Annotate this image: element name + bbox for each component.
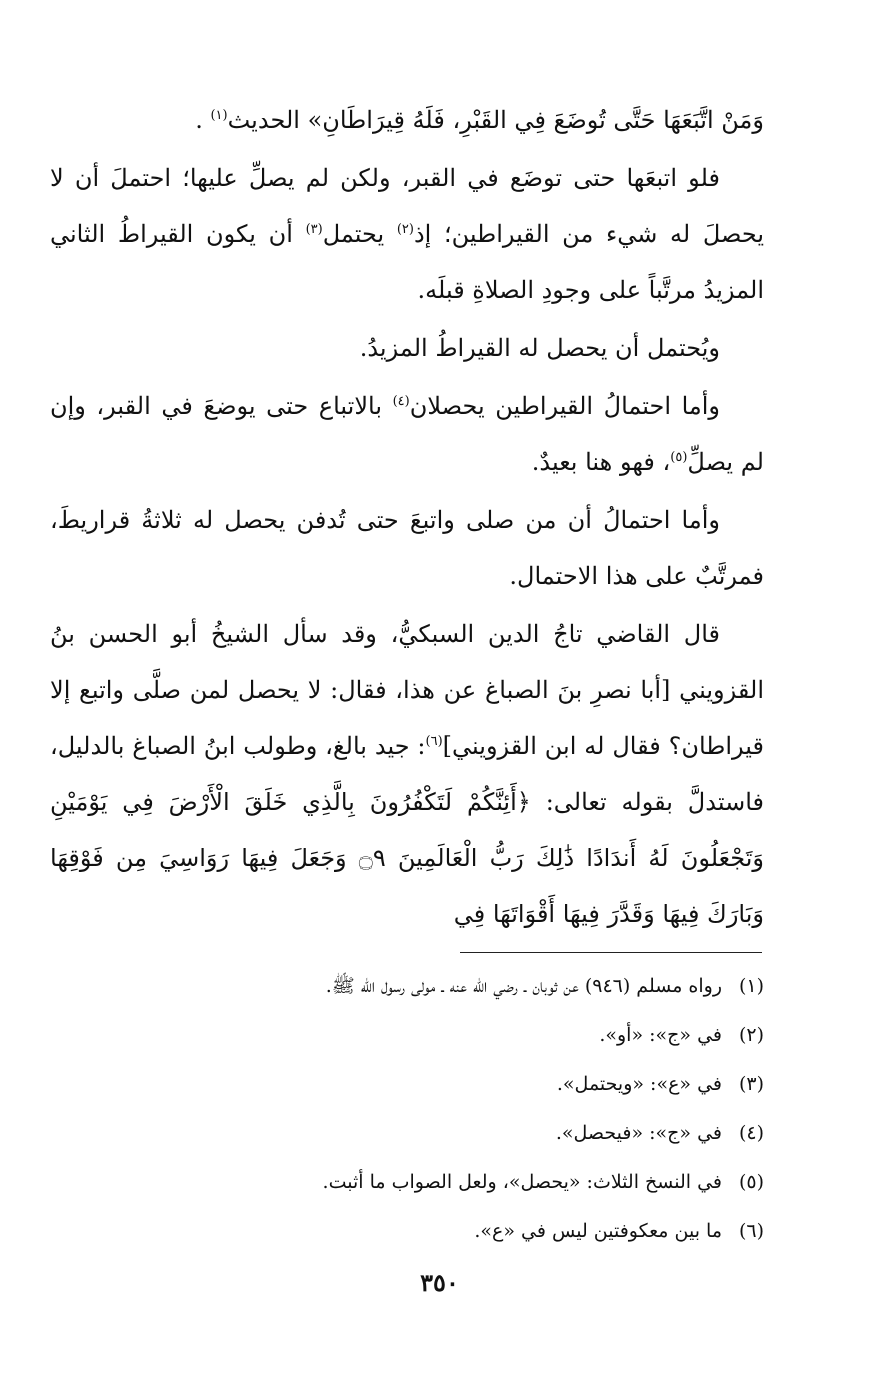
paragraph-4-part-3: ، فهو هنا بعيدٌ.: [531, 448, 671, 476]
footnote-text: في «ع»: «ويحتمل».: [556, 1073, 722, 1095]
paragraph-6-part-1: قال القاضي تاجُ الدين السبكيُّ، وقد سأل الشيخُ أبو الحسن بنُ القزويني [أبا نصرِ بنَ الصباغ عن هذا، فقال: لا يحصل لمن صلَّى واتبع إلا قيراطان؟ فقال له ابن القزويني]: [50, 620, 765, 760]
paragraph-2: [50, 150, 764, 318]
footnote-number: (٦): [738, 1220, 764, 1242]
footnotes-section: [60, 962, 764, 1256]
page-number: ٣٥٠: [420, 1268, 459, 1297]
footnote-2: [60, 1011, 764, 1060]
footnote-text: رواه مسلم (٩٤٦) عن ثوبان ـ رضي الله عنه ـ مولى رسول الله ﷺ.: [325, 975, 722, 997]
footnote-text: في «ج»: «أو».: [599, 1024, 722, 1046]
main-text: [50, 92, 764, 942]
paragraph-2-part-1: فلو اتبعَها حتى توضَع في القبر، ولكن لم يصلِّ عليها؛ احتملَ أن لا يحصلَ له شيء من القيراطين؛ إذ: [50, 164, 765, 248]
footnote-number: (٥): [738, 1171, 764, 1193]
paragraph-3: [50, 320, 764, 376]
footnote-6: [60, 1207, 764, 1256]
footnote-number: (٤): [738, 1122, 764, 1144]
paragraph-2-part-2: يحتمل: [322, 220, 397, 248]
footnote-text: في النسخ الثلاث: «يحصل»، ولعل الصواب ما أثبت.: [322, 1171, 722, 1193]
footnote-1: [60, 962, 764, 1011]
footnote-ref-2[interactable]: (٢): [396, 222, 414, 237]
quran-verse: ﴿أَئِنَّكُمْ لَتَكْفُرُونَ بِالَّذِي خَلَقَ الْأَرْضَ فِي يَوْمَيْنِ وَتَجْعَلُونَ لَهُ أَندَادًا ذَٰلِكَ رَبُّ الْعَالَمِينَ ۝٩ وَجَعَلَ فِيهَا رَوَاسِيَ مِن فَوْقِهَا وَبَارَكَ فِيهَا وَقَدَّرَ فِيهَا أَقْوَاتَهَا فِي: [50, 788, 765, 928]
paragraph-3-text: ويُحتمل أن يحصل له القيراطُ المزيدُ.: [359, 334, 720, 362]
footnote-ref-3[interactable]: (٣): [305, 222, 323, 237]
paragraph-hadith-quote: [50, 92, 764, 148]
paragraph-4: [50, 378, 764, 490]
footnote-number: (١): [738, 975, 764, 997]
paragraph-6-part-2: : جيد بالغ، وطولب ابنُ الصباغ بالدليل، فاستدلَّ بقوله تعالى:: [50, 732, 764, 816]
footnote-5: [60, 1158, 764, 1207]
hadith-label: الحديث: [227, 106, 308, 134]
paragraph-4-part-1: وأما احتمالُ القيراطين يحصلان: [409, 392, 721, 420]
footnote-number: (٣): [738, 1073, 764, 1095]
paragraph-5-text: وأما احتمالُ أن من صلى واتبعَ حتى تُدفن يحصل له ثلاثةُ قراريطَ، فمرتَّبٌ على هذا الاحتمال.: [50, 506, 764, 590]
footnote-ref-4[interactable]: (٤): [392, 394, 410, 409]
footnote-4: [60, 1109, 764, 1158]
hadith-quote: وَمَنْ اتَّبَعَهَا حَتَّى تُوضَعَ فِي القَبْرِ، فَلَهُ قِيرَاطَانِ»: [307, 106, 764, 134]
paragraph-4-part-2: بالاتباع حتى يوضعَ في القبر، وإن لم يصلِّ: [50, 392, 764, 476]
footnote-3: [60, 1060, 764, 1109]
footnote-text: ما بين معكوفتين ليس في «ع».: [474, 1220, 722, 1242]
paragraph-2-part-3: أن يكون القيراطُ الثاني المزيدُ مرتَّباً على وجودِ الصلاةِ قبلَه.: [50, 220, 764, 304]
footnote-ref-6[interactable]: (٦): [425, 734, 443, 749]
footnote-ref-1[interactable]: (١): [210, 108, 228, 123]
footnote-text: في «ج»: «فيحصل».: [555, 1122, 722, 1144]
footnote-divider: [460, 952, 762, 953]
footnote-number: (٢): [738, 1024, 764, 1046]
paragraph-5: [50, 492, 764, 604]
sentence-end: .: [195, 106, 211, 134]
paragraph-6: [50, 606, 764, 942]
footnote-ref-5[interactable]: (٥): [670, 450, 688, 465]
